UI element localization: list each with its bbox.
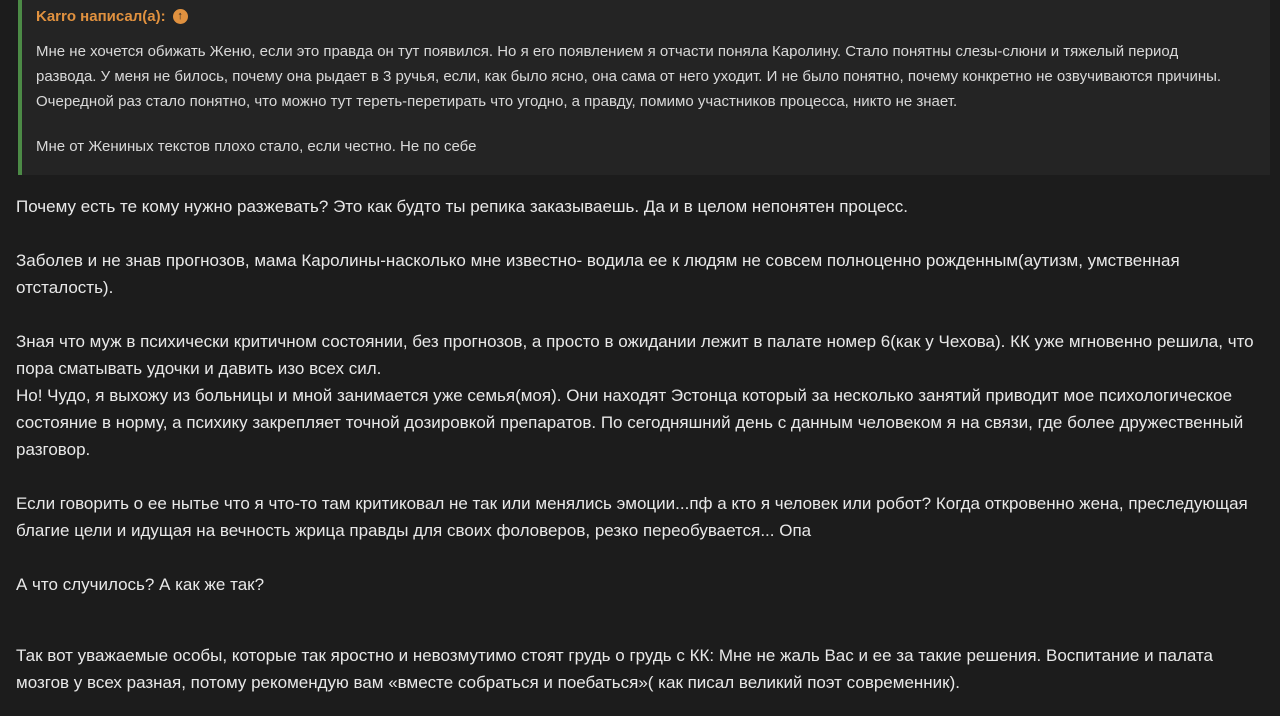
quote-paragraph: Мне не хочется обижать Женю, если это правда он тут появился. Но я его появлением я отчасти поняла Каролину. Стало понятны слезы-слюни и тяжелый период развода. У меня не билось, почему она рыдает в 3 ручья, если, как было ясно, она сама от него уходит. И не было понятно, почему конкретно не озвучиваются причины. Очередной раз стало понятно, что можно тут тереть-перетирать что угодно, а правду, помимо участников процесса, никто не знает.	[36, 43, 1222, 110]
message-paragraph: Но! Чудо, я выхожу из больницы и мной занимается уже семья(моя). Они находят Эстонца который за несколько занятий приводит мое психологическое состояние в норму, а психику закрепляет точной дозировкой препаратов. По сегодняшний день с данным человеком я на связи, где более дружественный разговор.	[16, 386, 1244, 459]
quote-author-label: Karro написал(а):	[36, 8, 166, 25]
quote-paragraph: Мне от Жениных текстов плохо стало, если честно. Не по себе	[36, 138, 477, 155]
message-paragraph: А что случилось? А как же так?	[16, 575, 265, 594]
quote-block	[18, 0, 1270, 175]
message-paragraph: Так вот уважаемые особы, которые так яростно и невозмутимо стоят грудь о грудь с КК: Мне не жаль Вас и ее за такие решения. Воспитание и палата мозгов у всех разная, потому рекомендую вам «вместе собраться и поебаться»( как писал великий поэт современник).	[16, 646, 1214, 692]
message-paragraph: Заболев и не знав прогнозов, мама Каролины-насколько мне известно- водила ее к людям не совсем полноценно рожденным(аутизм, умственная отсталость).	[16, 251, 1180, 297]
message-body	[0, 175, 1280, 716]
message-paragraph: Если говорить о ее нытье что я что-то там критиковал не так или менялись эмоции...пф а кто я человек или робот? Когда откровенно жена, преследующая благие цели и идущая на вечность жрица правды для своих фоловеров, резко переобувается... Опа	[16, 494, 1248, 540]
quote-body	[36, 39, 1256, 159]
message-paragraph: Почему есть те кому нужно разжевать? Это как будто ты репика заказываешь. Да и в целом непонятен процесс.	[16, 197, 909, 216]
quote-header	[36, 8, 1256, 25]
jump-to-quoted-post-icon[interactable]: ↑	[173, 9, 188, 24]
message-paragraph: Зная что муж в психически критичном состоянии, без прогнозов, а просто в ожидании лежит в палате номер 6(как у Чехова). КК уже мгновенно решила, что пора сматывать удочки и давить изо всех сил.	[16, 332, 1254, 378]
